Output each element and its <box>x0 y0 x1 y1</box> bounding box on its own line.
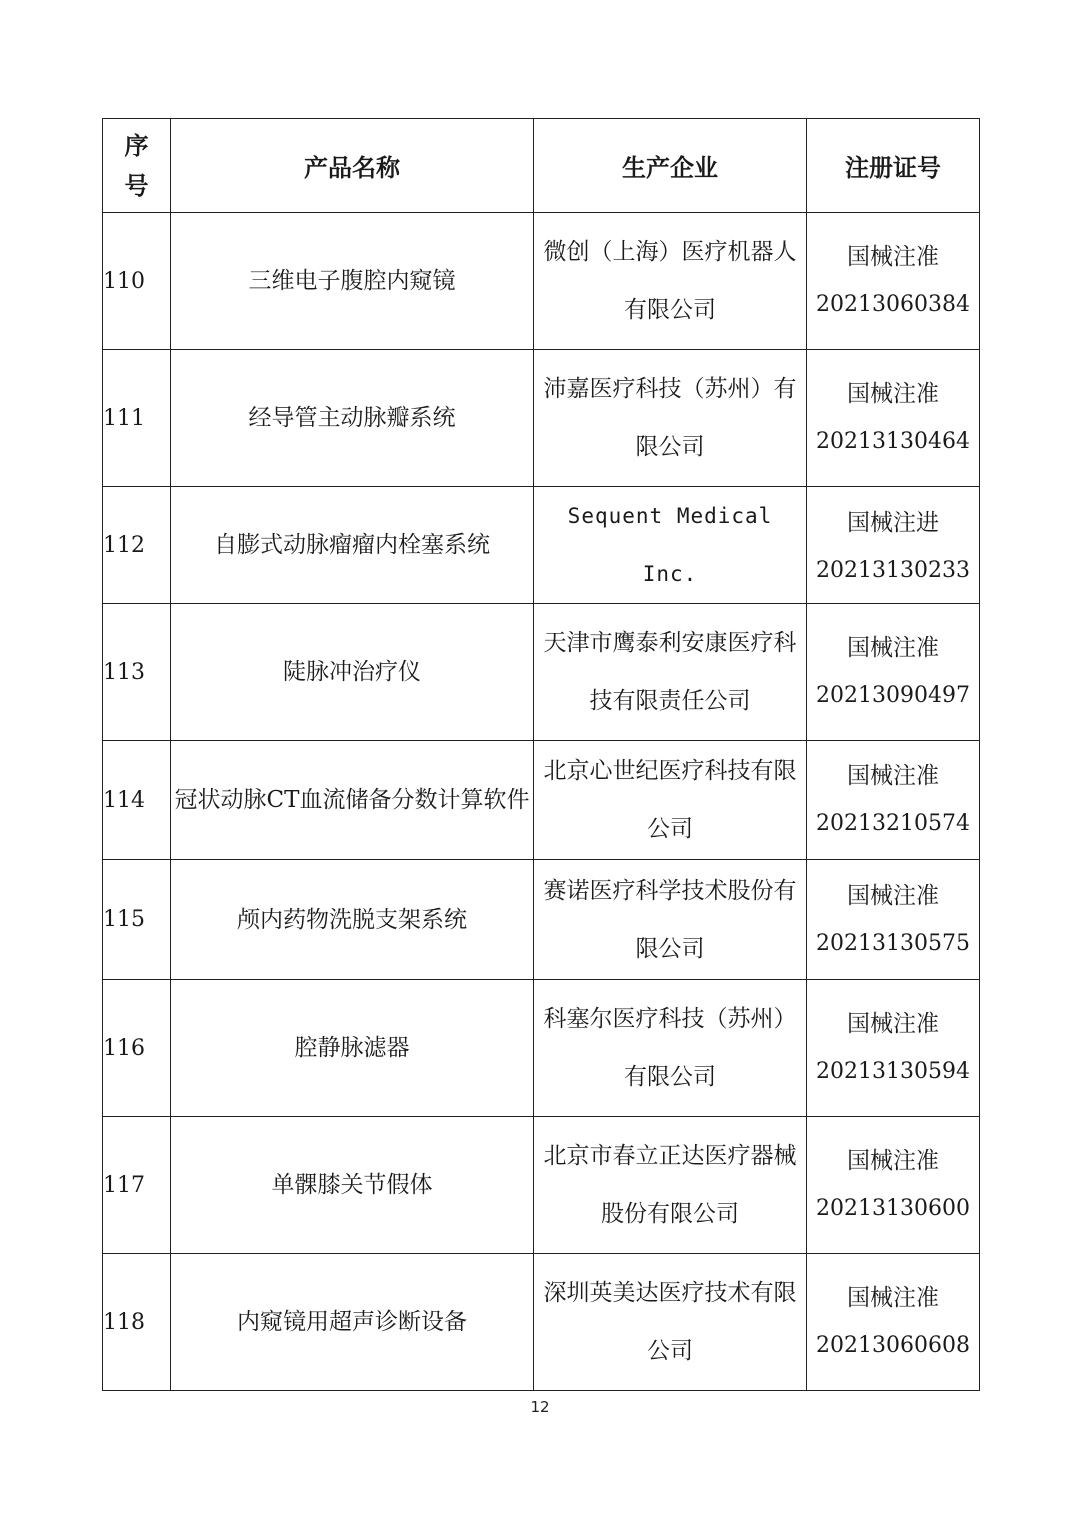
registration-type: 国械注准 <box>847 244 939 270</box>
table-row <box>103 741 980 860</box>
registration-type: 国械注准 <box>847 882 939 909</box>
header-product-name: 产品名称 <box>171 119 534 213</box>
registry-table <box>102 118 980 1391</box>
product-name: 陡脉冲治疗仪 <box>171 604 534 741</box>
manufacturer: 微创（上海）医疗机器人有限公司 <box>534 213 807 350</box>
registration-code: 20213130575 <box>816 930 970 956</box>
registration-type: 国械注准 <box>847 1011 939 1037</box>
registration-number <box>807 213 980 350</box>
product-name: 三维电子腹腔内窥镜 <box>171 213 534 350</box>
product-name: 冠状动脉CT血流储备分数计算软件 <box>171 741 534 860</box>
registration-code: 20213060384 <box>816 292 970 317</box>
table-row <box>103 980 980 1117</box>
product-name: 单髁膝关节假体 <box>171 1117 534 1254</box>
row-number: 110 <box>103 213 171 350</box>
registration-type: 国械注准 <box>847 1148 939 1174</box>
registration-code: 20213130464 <box>816 429 970 454</box>
row-number: 116 <box>103 980 171 1117</box>
registration-type: 国械注准 <box>847 381 939 407</box>
registration-code: 20213130233 <box>816 558 970 583</box>
header-row <box>103 119 980 213</box>
product-name: 颅内药物洗脱支架系统 <box>171 860 534 980</box>
row-number: 114 <box>103 741 171 860</box>
registration-type: 国械注准 <box>847 1285 939 1311</box>
header-registration-number: 注册证号 <box>807 119 980 213</box>
row-number: 113 <box>103 604 171 741</box>
registration-type: 国械注准 <box>847 635 939 661</box>
registration-code: 20213130600 <box>816 1196 970 1221</box>
product-name: 自膨式动脉瘤瘤内栓塞系统 <box>171 487 534 604</box>
manufacturer: 深圳英美达医疗技术有限公司 <box>534 1254 807 1391</box>
row-number: 112 <box>103 487 171 604</box>
registration-number <box>807 860 980 980</box>
manufacturer: Sequent Medical Inc. <box>534 487 807 604</box>
header-seq-line1: 序 <box>124 131 149 160</box>
registration-code: 20213210574 <box>816 811 970 836</box>
header-manufacturer: 生产企业 <box>534 119 807 213</box>
table-row <box>103 350 980 487</box>
manufacturer: 北京心世纪医疗科技有限公司 <box>534 741 807 860</box>
registration-code: 20213130594 <box>816 1059 970 1084</box>
registration-type: 国械注进 <box>847 510 939 536</box>
row-number: 111 <box>103 350 171 487</box>
registration-number <box>807 1117 980 1254</box>
header-seq <box>103 119 171 213</box>
page-number: 12 <box>530 1398 550 1416</box>
manufacturer: 天津市鹰泰利安康医疗科技有限责任公司 <box>534 604 807 741</box>
manufacturer: 赛诺医疗科学技术股份有限公司 <box>534 860 807 980</box>
row-number: 117 <box>103 1117 171 1254</box>
table-row <box>103 604 980 741</box>
header-seq-line2: 号 <box>124 171 149 200</box>
manufacturer: 北京市春立正达医疗器械股份有限公司 <box>534 1117 807 1254</box>
registration-number <box>807 350 980 487</box>
registration-number <box>807 1254 980 1391</box>
registration-type: 国械注准 <box>847 763 939 789</box>
registration-code: 20213090497 <box>816 683 970 708</box>
product-name: 经导管主动脉瓣系统 <box>171 350 534 487</box>
registration-number <box>807 604 980 741</box>
registration-number <box>807 741 980 860</box>
product-name: 腔静脉滤器 <box>171 980 534 1117</box>
row-number: 118 <box>103 1254 171 1391</box>
product-name: 内窥镜用超声诊断设备 <box>171 1254 534 1391</box>
registration-number <box>807 487 980 604</box>
table-row <box>103 487 980 604</box>
table-row <box>103 1117 980 1254</box>
table-row <box>103 213 980 350</box>
registration-code: 20213060608 <box>816 1333 970 1358</box>
registration-number <box>807 980 980 1117</box>
table-row <box>103 860 980 980</box>
row-number: 115 <box>103 860 171 980</box>
manufacturer: 沛嘉医疗科技（苏州）有限公司 <box>534 350 807 487</box>
manufacturer: 科塞尔医疗科技（苏州）有限公司 <box>534 980 807 1117</box>
table-row <box>103 1254 980 1391</box>
